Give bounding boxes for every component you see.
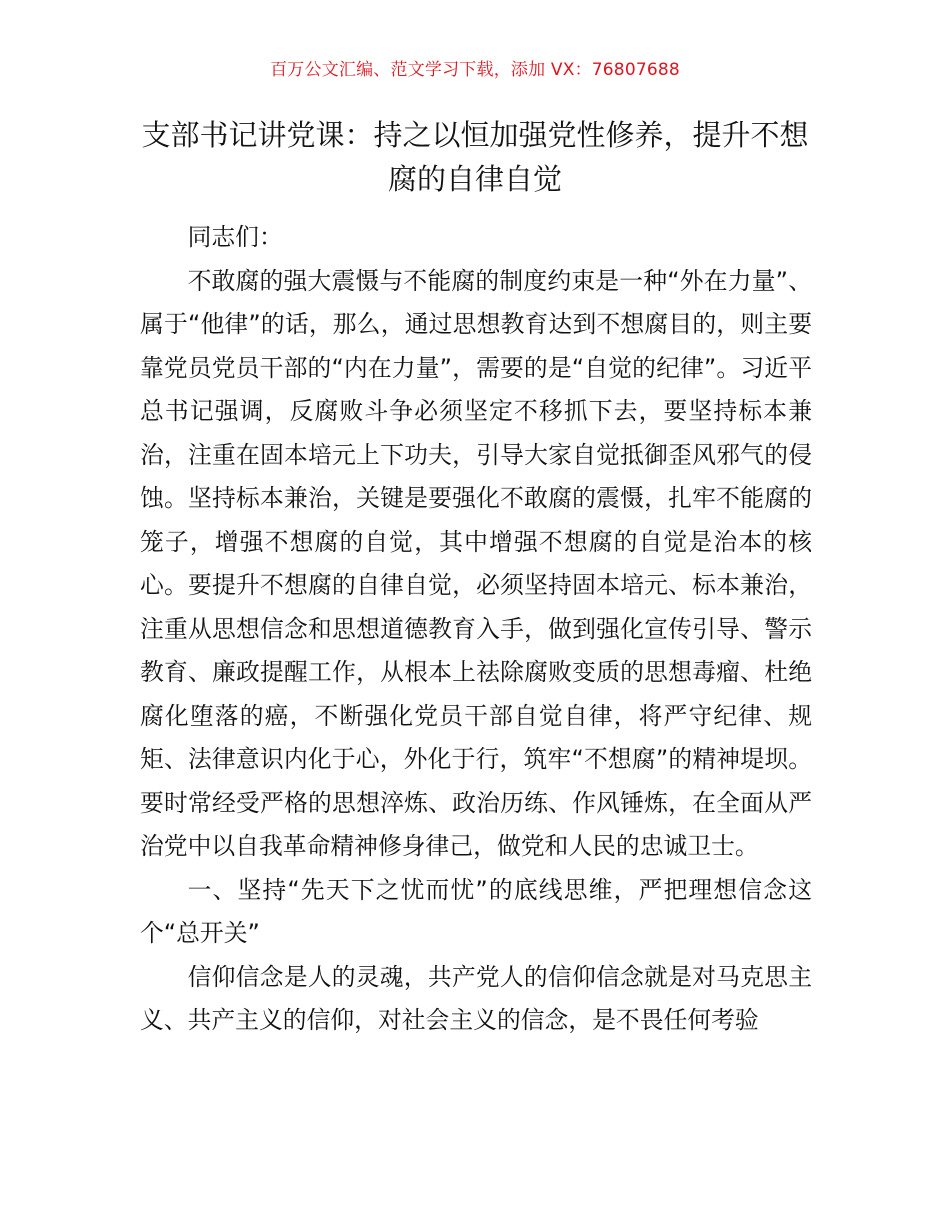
section-heading-1: 一、坚持“先天下之忧而忧”的底线思维，严把理想信念这个“总开关” <box>140 875 812 947</box>
intro-paragraph: 不敢腐的强大震慑与不能腐的制度约束是一种“外在力量”、属于“他律”的话，那么，通过思想教育达到不想腐目的，则主要靠党员党员干部的“内在力量”，需要的是“自觉的纪律”。习近平总书记强调，反腐败斗争必须坚定不移抓下去，要坚持标本兼治，注重在固本培元上下功夫，引导大家自觉抵御歪风邪气的侵蚀。坚持标本兼治，关键是要强化不敢腐的震慑，扎牢不能腐的笼子，增强不想腐的自觉，其中增强不想腐的自觉是治本的核心。要提升不想腐的自律自觉，必须坚持固本培元、标本兼治，注重从思想信念和思想道德教育入手，做到强化宣传引导、警示教育、廉政提醒工作，从根本上祛除腐败变质的思想毒瘤、杜绝腐化堕落的癌，不断强化党员干部自觉自律，将严守纪律、规矩、法律意识内化于心，外化于行，筑牢“不想腐”的精神堤坝。要时常经受严格的思想淬炼、政治历练、作风锤炼，在全面从严治党中以自我革命精神修身律己，做党和人民的忠诚卫士。 <box>140 266 812 860</box>
salutation-paragraph: 同志们： <box>187 223 283 251</box>
header-watermark-note: 百万公文汇编、范文学习下载，添加 VX：76807688 <box>270 60 680 80</box>
section-1-paragraph: 信仰信念是人的灵魂，共产党人的信仰信念就是对马克思主义、共产主义的信仰，对社会主义的信念，是不畏任何考验 <box>140 962 812 1034</box>
document-body <box>140 216 812 1043</box>
document-title: 支部书记讲党课：持之以恒加强党性修养，提升不想腐的自律自觉 <box>141 118 809 196</box>
